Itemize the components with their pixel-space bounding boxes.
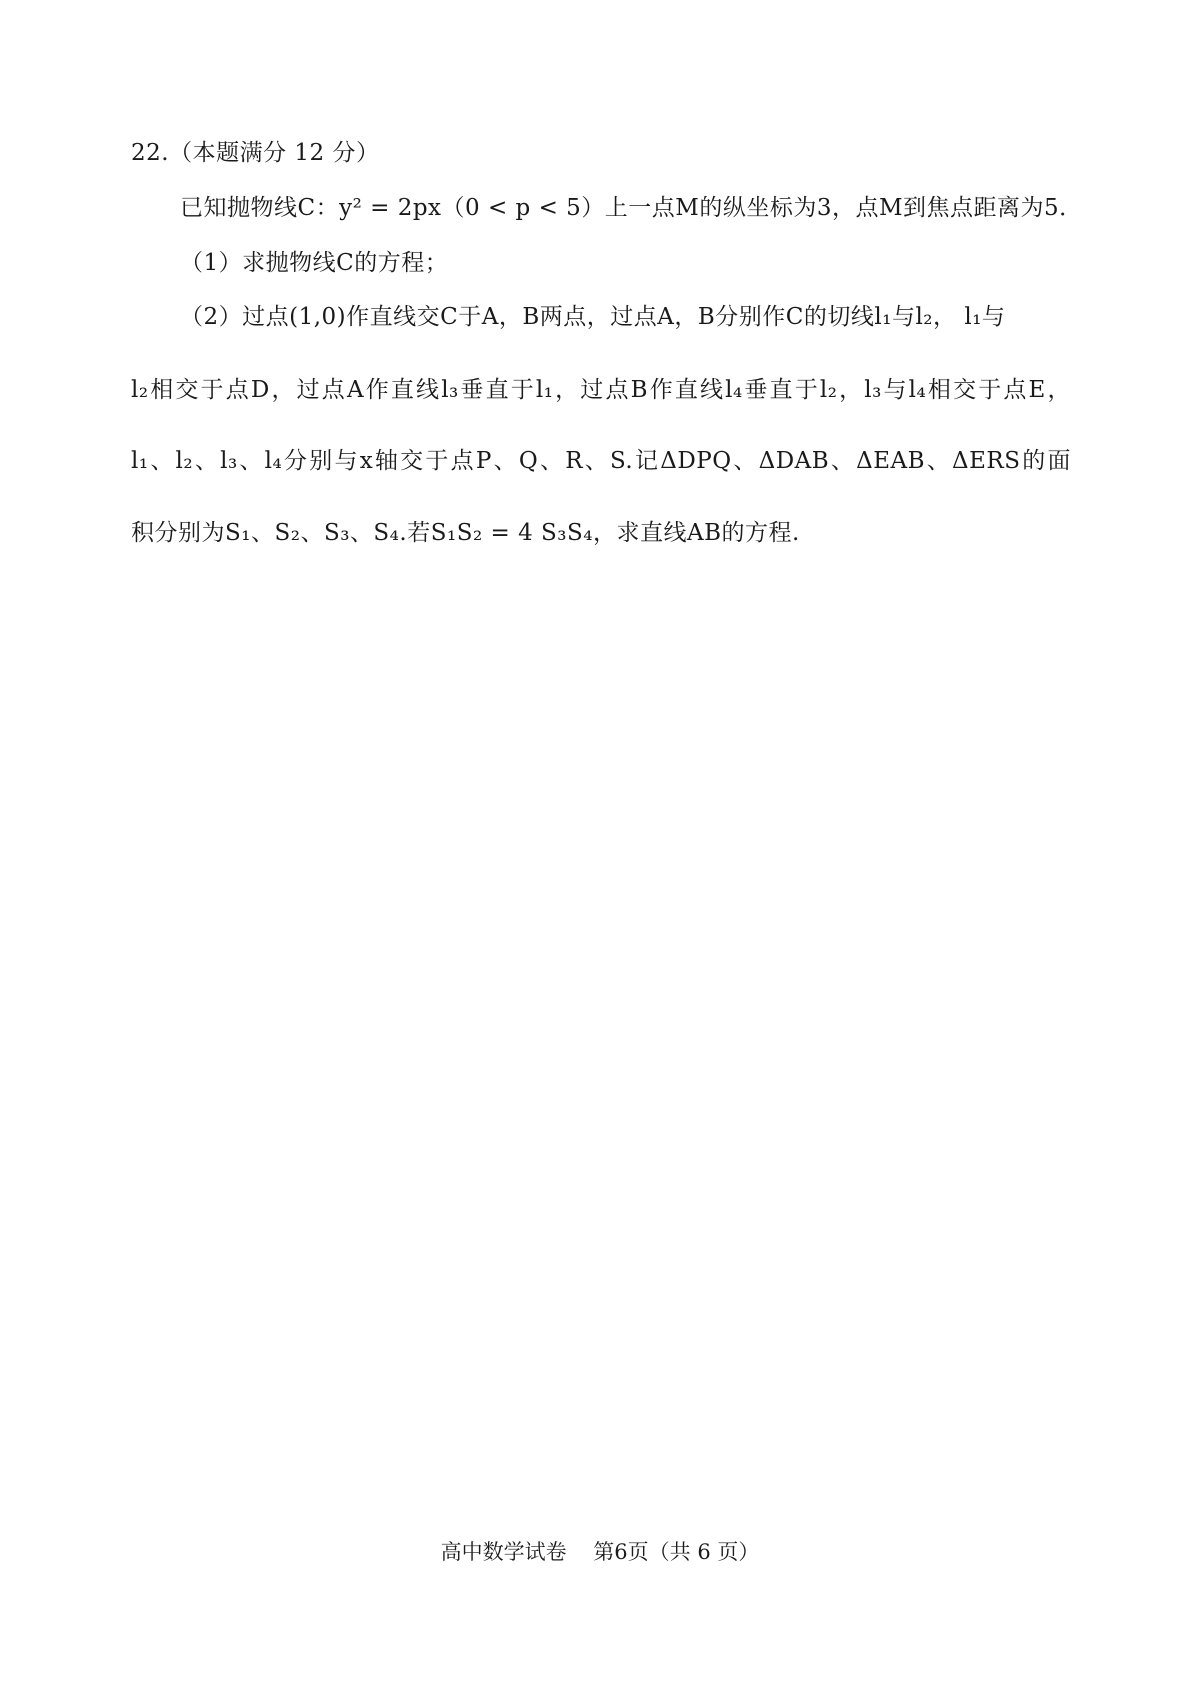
question-stem: 已知抛物线C：y² = 2px（0 < p < 5）上一点M的纵坐标为3，点M到焦点距离为5． bbox=[180, 195, 1083, 221]
question-part-2-line-2: l₂相交于点D，过点A作直线l₃垂直于l₁，过点B作直线l₄垂直于l₂，l₃与l₄相交于点E， bbox=[131, 377, 1071, 403]
question-part-2-line-1: （2）过点(1,0)作直线交C于A，B两点，过点A，B分别作C的切线l₁与l₂， l₁与 bbox=[180, 304, 1006, 330]
page-footer: 高中数学试卷 第6页（共 6 页） bbox=[440, 1540, 760, 1564]
question-part-2-line-4: 积分别为S₁、S₂、S₃、S₄.若S₁S₂ = 4 S₃S₄，求直线AB的方程. bbox=[131, 520, 800, 546]
question-header: 22.（本题满分 12 分） bbox=[131, 140, 380, 166]
question-part-1: （1）求抛物线C的方程； bbox=[180, 250, 449, 276]
question-part-2-line-3: l₁、l₂、l₃、l₄分别与x轴交于点P、Q、R、S.记ΔDPQ、ΔDAB、ΔEAB、ΔERS的面 bbox=[131, 448, 1071, 474]
